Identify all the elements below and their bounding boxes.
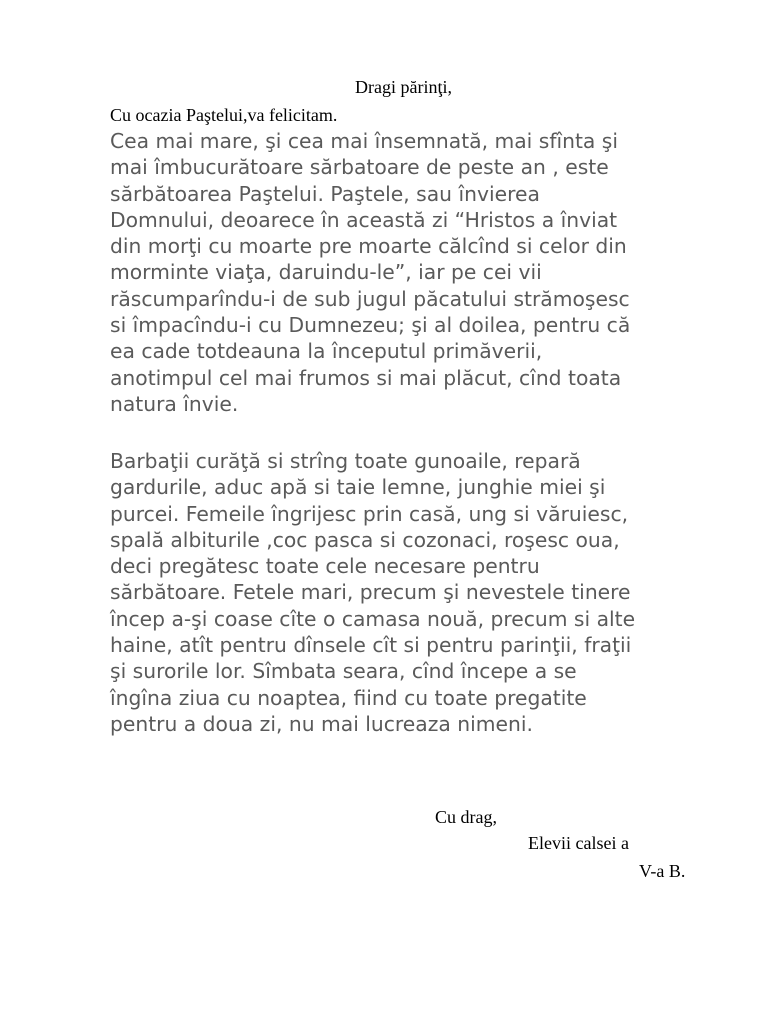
paragraph-line: sărbătoare. Fetele mari, precum şi nevestele tinere	[110, 580, 631, 605]
greeting: Dragi părinţi,	[355, 77, 452, 97]
paragraph-line: si împacîndu-i cu Dumnezeu; şi al doilea, pentru că	[110, 313, 631, 338]
paragraph-line: răscumparîndu-i de sub jugul păcatului strămoşesc	[110, 286, 630, 311]
paragraph-preparations	[110, 448, 750, 737]
paragraph-line: deci pregătesc toate cele necesare pentru	[110, 554, 540, 579]
subgreeting: Cu ocazia Paştelui,va felicitam.	[110, 105, 338, 125]
paragraph-line: morminte viaţa, daruindu-le”, iar pe cei vii	[110, 260, 542, 285]
paragraph-line: din morţi cu moarte pre moarte călcînd si celor din	[110, 234, 627, 259]
paragraph-line: Domnului, deoarece în această zi “Hristos a înviat	[110, 207, 618, 232]
closing-class: V-a B.	[639, 861, 686, 881]
paragraph-line: Barbaţii curăţă si strîng toate gunoaile, repară	[110, 449, 581, 473]
paragraph-line: sărbătoarea Paştelui. Paştele, sau învierea	[110, 181, 540, 206]
paragraph-line: ea cade totdeauna la începutul primăverii,	[110, 339, 543, 364]
paragraph-line: spală albiturile ,coc pasca si cozonaci, roşesc oua,	[110, 527, 620, 552]
paragraph-line: încep a-şi coase cîte o camasa nouă, precum si alte	[110, 606, 636, 631]
paragraph-line: anotimpul cel mai frumos si mai plăcut, cînd toata	[110, 365, 622, 390]
paragraph-line: natura învie.	[110, 391, 239, 416]
paragraph-line: pentru a doua zi, nu mai lucreaza nimeni.	[110, 711, 533, 736]
paragraph-line: haine, atît pentru dînsele cît si pentru parinţii, fraţii	[110, 633, 632, 658]
paragraph-line: îngîna ziua cu noaptea, fiind cu toate pregatite	[110, 685, 587, 710]
closing-signature: Elevii calsei a	[528, 833, 629, 853]
closing-salutation: Cu drag,	[435, 807, 497, 827]
paragraph-line: şi surorile lor. Sîmbata seara, cînd începe a se	[110, 659, 577, 684]
paragraph-line: purcei. Femeile îngrijesc prin casă, ung si văruiesc,	[110, 501, 629, 526]
paragraph-line: mai îmbucurătoare sărbatoare de peste an , este	[110, 155, 609, 180]
paragraph-easter-significance	[110, 128, 750, 417]
paragraph-line: Cea mai mare, şi cea mai însemnată, mai sfînta şi	[110, 129, 618, 153]
paragraph-line: gardurile, aduc apă si taie lemne, junghie miei şi	[110, 475, 606, 500]
